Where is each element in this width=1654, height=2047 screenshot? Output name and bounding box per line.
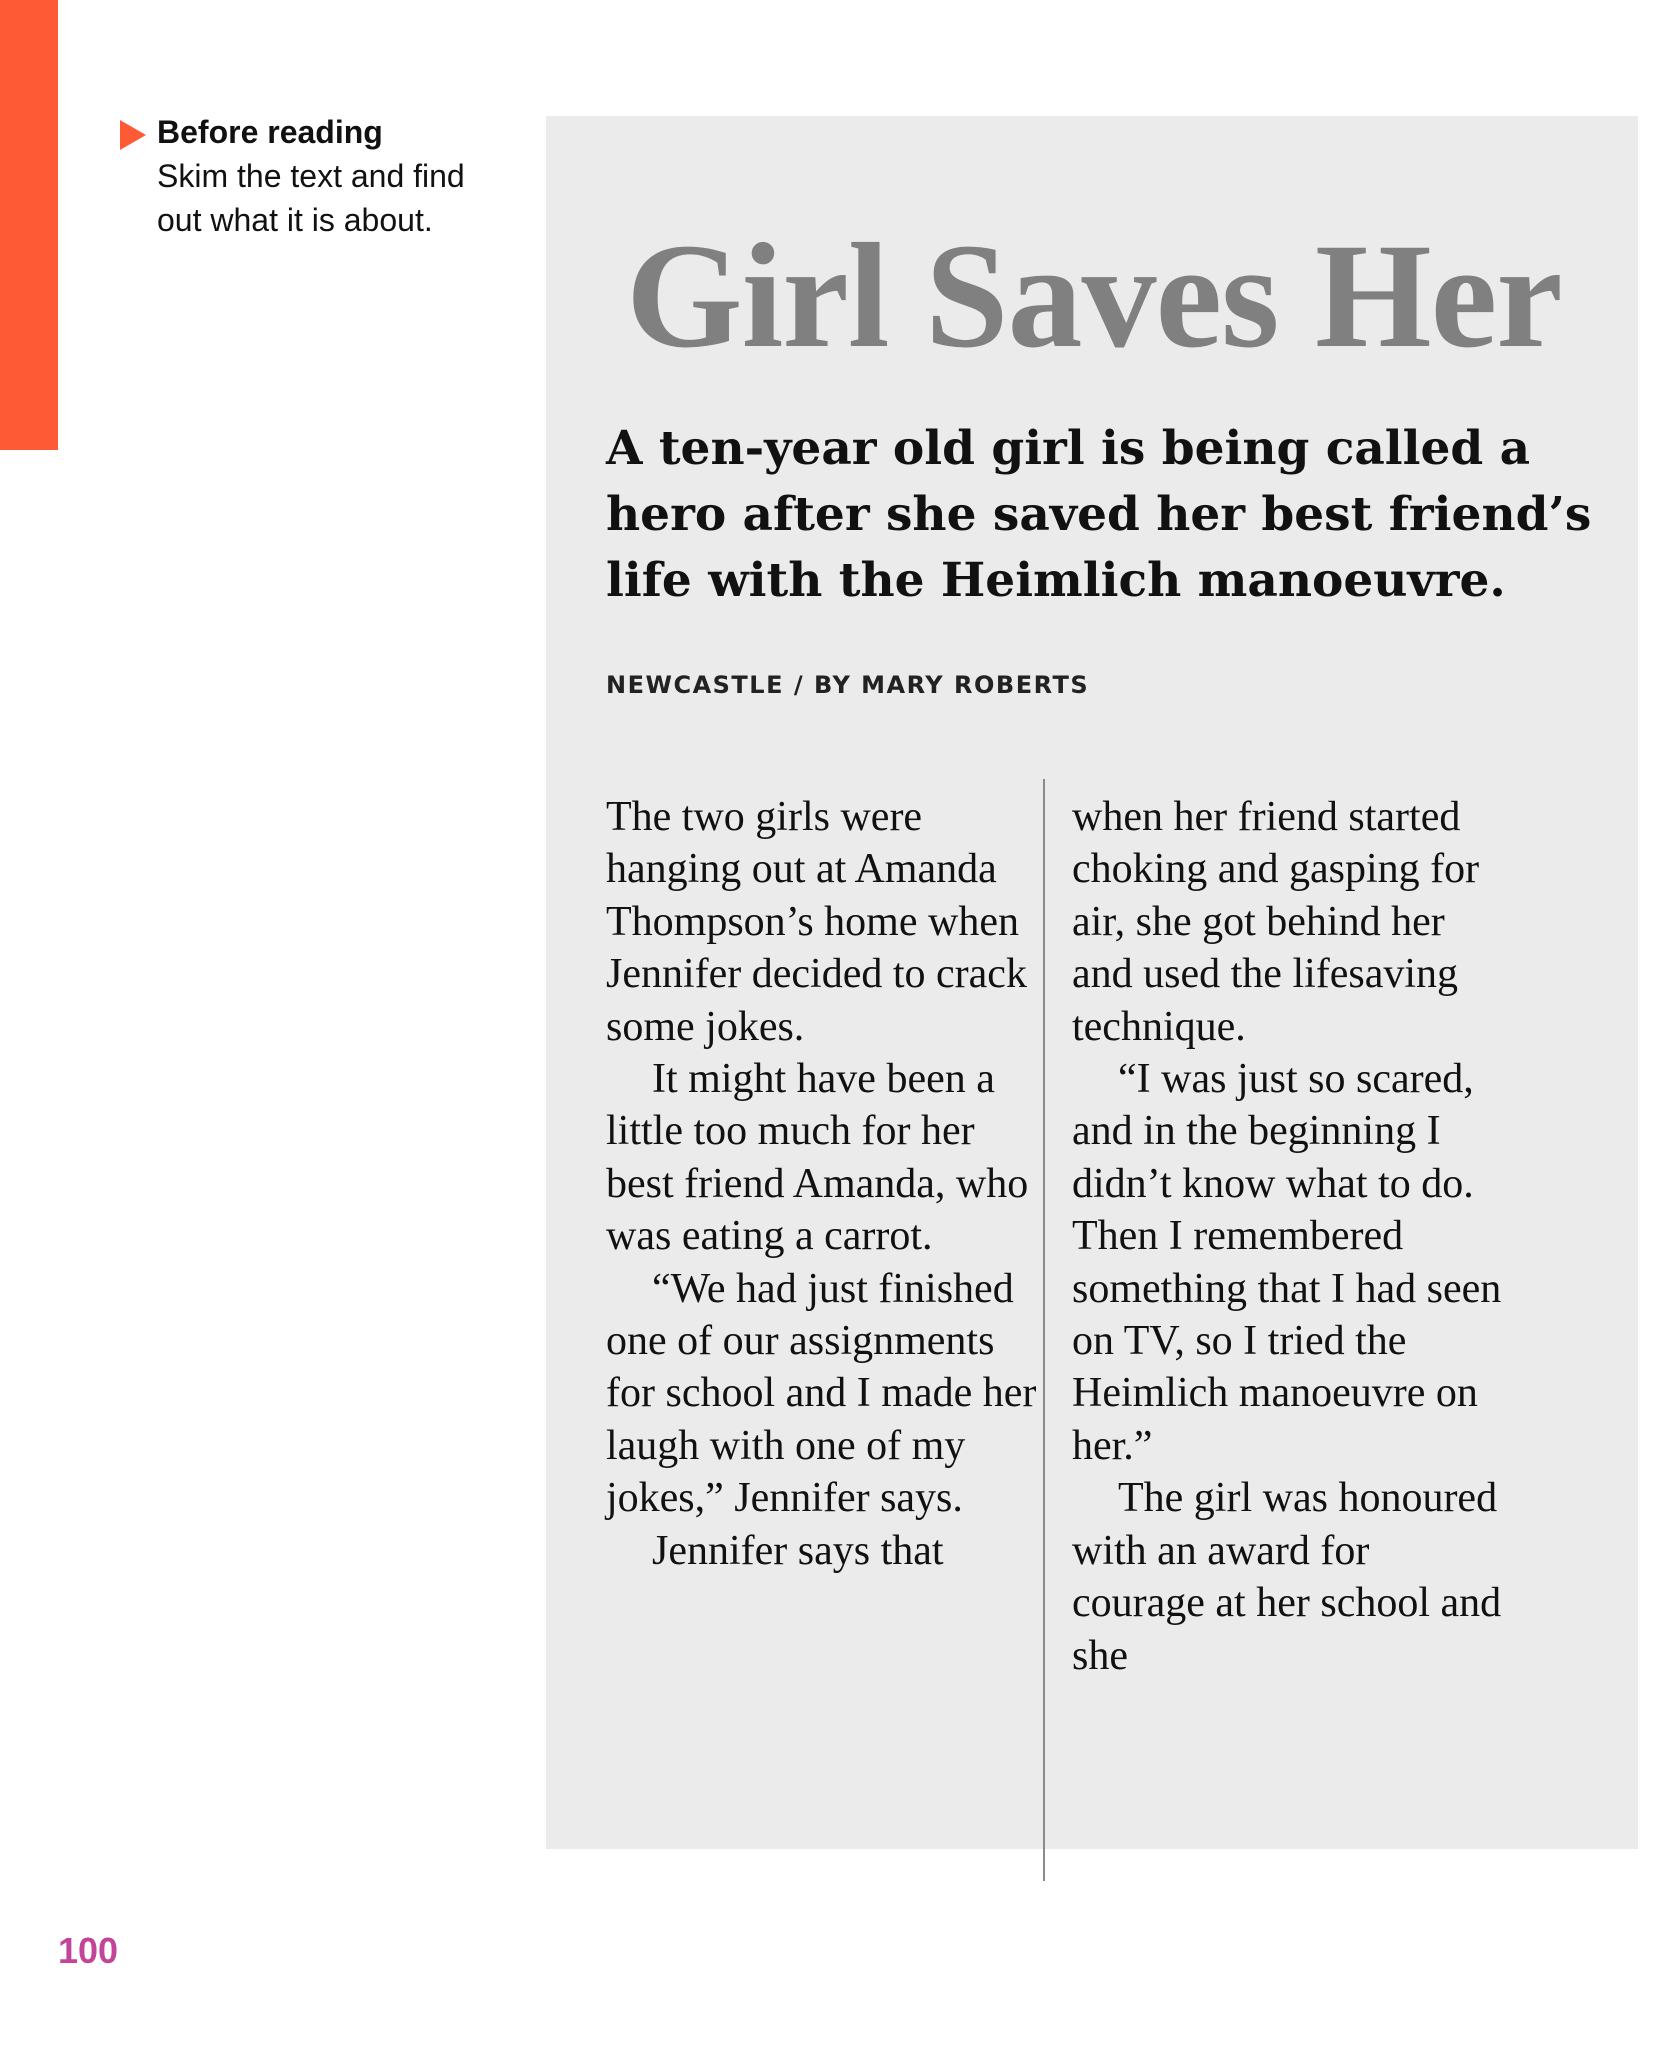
article-panel: [546, 116, 1638, 1849]
before-reading-instruction: Skim the text and find out what it is about.: [157, 158, 465, 238]
column-divider: [1043, 779, 1045, 1881]
article-paragraph: Jennifer says that: [652, 1527, 944, 1574]
page-number: 100: [58, 1930, 119, 1971]
article-paragraph: “We had just finished one of our assignments for school and I made her laugh with one of my jokes,” Jennifer says.: [606, 1265, 1037, 1522]
article-paragraph: It might have been a little too much for her best friend Amanda, who was eating a carrot.: [606, 1056, 1029, 1260]
article-lede: A ten-year old girl is being called a hero after she saved her best friend’s life with the Heimlich manoeuvre.: [606, 421, 1592, 608]
article-paragraph: “I was just so scared, and in the beginning I didn’t know what to do. Then I remembered something that I had seen on TV, so I tried the Heimlich manoeuvre on her.”: [1072, 1056, 1502, 1469]
before-reading-box: [120, 110, 500, 242]
article-column-left: [606, 791, 1046, 1577]
article-column-right: [1072, 791, 1512, 1682]
chapter-edge-tab: [0, 0, 58, 450]
article-headline: Girl Saves Her: [626, 213, 1562, 379]
article-paragraph: The two girls were hanging out at Amanda Thompson’s home when Jennifer decided to crack some jokes.: [606, 794, 1027, 1050]
triangle-arrow-icon: [120, 120, 146, 150]
before-reading-heading: Before reading: [157, 114, 383, 150]
article-dateline: NEWCASTLE / BY MARY ROBERTS: [606, 671, 1090, 699]
article-paragraph: The girl was honoured with an award for courage at her school and she: [1072, 1475, 1502, 1679]
article-paragraph: when her friend started choking and gasping for air, she got behind her and used the lifesaving technique.: [1072, 794, 1480, 1050]
